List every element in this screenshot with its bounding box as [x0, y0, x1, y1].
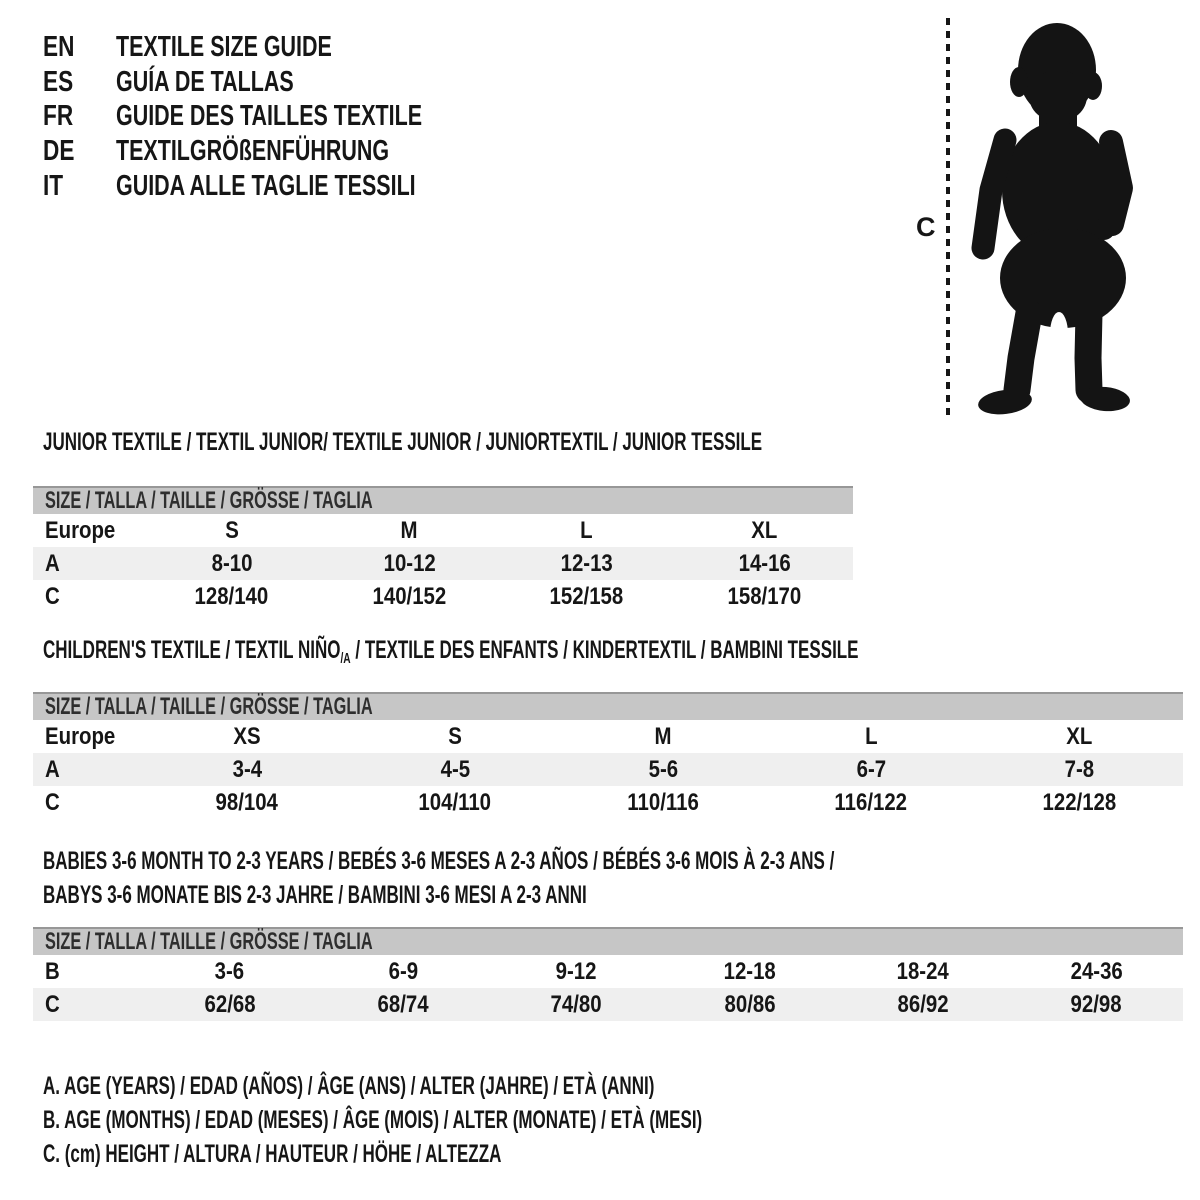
row-label: A	[45, 755, 60, 783]
table-cell: 116/122	[834, 788, 908, 816]
size-header-bar	[33, 927, 1183, 955]
table-cell: 3-6	[214, 957, 245, 985]
size-header-text: SIZE / TALLA / TAILLE / GRÖSSE / TAGLIA	[45, 928, 373, 955]
table-row	[33, 753, 1183, 786]
language-code: EN	[43, 31, 75, 63]
table-cell: 5-6	[648, 755, 678, 783]
language-row-es	[43, 65, 530, 100]
height-measure-dashed-line	[946, 18, 950, 417]
table-cell: S	[448, 722, 462, 750]
table-cell: XS	[233, 722, 261, 750]
table-cell: 140/152	[372, 582, 447, 610]
junior-section-title	[43, 430, 1101, 458]
size-header-text: SIZE / TALLA / TAILLE / GRÖSSE / TAGLIA	[45, 693, 373, 720]
children-section-title	[43, 638, 1200, 671]
table-cell: L	[580, 516, 593, 544]
table-cell: 6-7	[856, 755, 886, 783]
table-cell: 12-18	[723, 957, 776, 985]
row-label: C	[45, 788, 60, 816]
toddler-silhouette-icon	[965, 18, 1135, 418]
language-row-en	[43, 30, 530, 65]
language-title: GUIDE DES TAILLES TEXTILE	[116, 100, 423, 133]
children-title-text: CHILDREN'S TEXTILE / TEXTIL $NIÑO_{/A}$ / TEXTILE DES ENFANTS / KINDERTEXTIL / BAMBINI TESSILE	[43, 636, 859, 667]
table-cell: S	[224, 516, 239, 544]
table-cell: 152/158	[549, 582, 624, 610]
table-cell: 104/110	[418, 788, 492, 816]
table-cell: L	[864, 722, 878, 750]
row-label: C	[45, 582, 60, 610]
height-measure-label: C	[916, 212, 936, 242]
legend-line-b: B. AGE (MONTHS) / EDAD (MESES) / ÂGE (MOIS) / ALTER (MONATE) / ETÀ (MESI)	[43, 1106, 703, 1134]
junior-title-text: JUNIOR TEXTILE / TEXTIL JUNIOR/ TEXTILE JUNIOR / JUNIORTEXTIL / JUNIOR TESSILE	[43, 428, 763, 456]
language-row-it	[43, 169, 530, 204]
language-title: GUIDA ALLE TAGLIE TESSILI	[116, 169, 416, 202]
language-code: IT	[43, 169, 64, 202]
babies-title-line2: BABYS 3-6 MONATE BIS 2-3 JAHRE / BAMBINI 3-6 MESI A 2-3 ANNI	[43, 881, 587, 909]
language-row-fr	[43, 99, 530, 134]
table-cell: 4-5	[440, 755, 470, 783]
language-title: TEXTILE SIZE GUIDE	[116, 31, 332, 63]
table-cell: 74/80	[550, 990, 602, 1018]
table-cell: XL	[1065, 722, 1093, 750]
junior-size-table	[33, 486, 853, 613]
table-row	[33, 786, 1183, 819]
table-cell: 110/116	[627, 788, 699, 816]
table-row	[33, 547, 853, 580]
language-code: DE	[43, 135, 75, 168]
language-code: ES	[43, 65, 74, 98]
table-cell: XL	[751, 516, 778, 544]
legend-line-c: C. (cm) HEIGHT / ALTURA / HAUTEUR / HÖHE / ALTEZZA	[43, 1140, 502, 1168]
table-cell: 18-24	[896, 957, 950, 985]
table-row	[33, 580, 853, 613]
legend-line-a: A. AGE (YEARS) / EDAD (AÑOS) / ÂGE (ANS) / ALTER (JAHRE) / ETÀ (ANNI)	[43, 1072, 655, 1100]
nino-a-subscript: /A	[340, 650, 351, 667]
table-cell: 92/98	[1070, 990, 1122, 1018]
language-title: GUÍA DE TALLAS	[116, 65, 294, 98]
row-label: B	[45, 957, 60, 985]
children-size-table	[33, 692, 1183, 819]
table-cell: 9-12	[555, 957, 597, 985]
language-code: FR	[43, 100, 74, 133]
babies-size-table	[33, 927, 1183, 1021]
table-cell: M	[654, 722, 672, 750]
language-row-de	[43, 134, 530, 169]
size-header-text: SIZE / TALLA / TAILLE / GRÖSSE / TAGLIA	[45, 487, 373, 514]
table-cell: 62/68	[204, 990, 256, 1018]
table-cell: 86/92	[897, 990, 949, 1018]
measure-legend	[43, 1069, 1012, 1171]
table-cell: 98/104	[215, 788, 279, 816]
table-cell: 12-13	[560, 549, 613, 577]
table-row	[33, 514, 853, 547]
table-cell: 14-16	[738, 549, 791, 577]
table-cell: 80/86	[724, 990, 776, 1018]
table-cell: 7-8	[1064, 755, 1094, 783]
language-title: TEXTILGRÖßENFÜHRUNG	[116, 135, 390, 168]
table-cell: 10-12	[383, 549, 436, 577]
table-cell: 8-10	[211, 549, 253, 577]
row-label: Europe	[45, 516, 116, 544]
babies-title-line1: BABIES 3-6 MONTH TO 2-3 YEARS / BEBÉS 3-6 MESES A 2-3 AÑOS / BÉBÉS 3-6 MOIS À 2-3 ANS /	[43, 847, 835, 875]
table-cell: M	[400, 516, 418, 544]
table-cell: 122/128	[1042, 788, 1116, 816]
table-row	[33, 720, 1183, 753]
table-cell: 128/140	[194, 582, 269, 610]
size-header-bar	[33, 692, 1183, 720]
row-label: Europe	[45, 722, 116, 750]
size-header-bar	[33, 486, 853, 514]
language-header	[43, 30, 530, 203]
table-cell: 68/74	[377, 990, 429, 1018]
table-cell: 3-4	[232, 755, 262, 783]
table-row	[33, 955, 1183, 988]
babies-section-title	[43, 844, 1200, 912]
table-cell: 24-36	[1070, 957, 1123, 985]
table-cell: 158/170	[727, 582, 802, 610]
row-label: C	[45, 990, 60, 1018]
table-cell: 6-9	[388, 957, 418, 985]
row-label: A	[45, 549, 60, 577]
table-row	[33, 988, 1183, 1021]
